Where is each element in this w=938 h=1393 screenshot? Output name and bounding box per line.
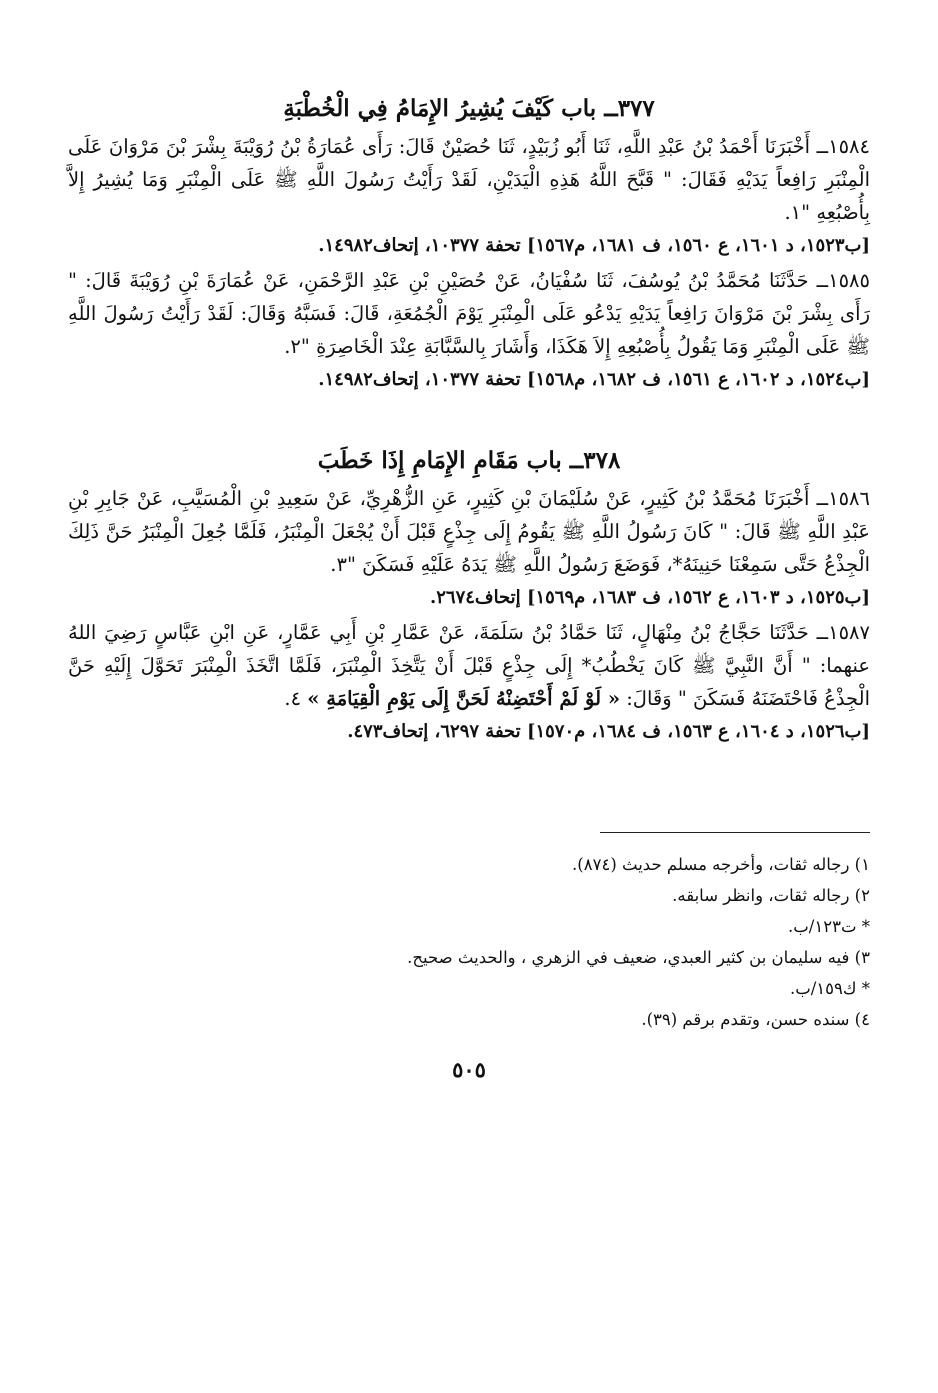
hadith-1587-text: ١٥٨٧ــ حَدَّثَنَا حَجَّاجُ بْنُ مِنْهَالٍ، ثَنَا حَمَّادُ بْنُ سَلَمَةَ، عَنْ عَمَّارِ بْنِ أَبِي عَمَّارٍ، عَنِ ابْنِ عَبَّاسٍ رَضِيَ اللهُ عنهما: " أَنَّ النَّبِيَّ ﷺ كَانَ يَخْطُبُ* إِلَى جِذْعٍ قَبْلَ أَنْ يَتَّخِذَ الْمِنْبَرَ، فَلَمَّا اتَّخَذَ الْمِنْبَرَ تَحَوَّلَ إِلَيْهِ حَنَّ الْجِذْعُ فَاحْتَضَنَهُ فَسَكَنَ " وَقَالَ: <box>68 621 870 710</box>
footnote-2: ٢) رجاله ثقات، وانظر سابقه. <box>672 886 870 905</box>
footnote-3: ٣) فيه سليمان بن كثير العبدي، ضعيف في الزهري ، والحديث صحيح. <box>407 948 870 967</box>
footnote-divider <box>600 832 870 833</box>
hadith-1586-reference: [ب١٥٢٥، د ١٦٠٣، ع ١٥٦٢، ف ١٦٨٣، م١٥٦٩] إتحاف٢٦٧٤. <box>429 587 870 608</box>
hadith-1585-text: ١٥٨٥ــ حَدَّثَنَا مُحَمَّدُ بْنُ يُوسُفَ، ثَنَا سُفْيَانُ، عَنْ حُصَيْنِ بْنِ عَبْدِ الرَّحْمَنِ، عَنْ عُمَارَةَ بْنِ رُوَيْبَةَ قَالَ: " رَأَى بِشْرَ بْنَ مَرْوَانَ رَافِعاً يَدَيْهِ يَدْعُو عَلَى الْمِنْبَرِ يَوْمَ الْجُمُعَةِ، قَالَ: فَسَبَّهُ وَقَالَ: لَقَدْ رَأَيْتُ رَسُولَ اللَّهِ ﷺ عَلَى الْمِنْبَرِ وَمَا يَقُولُ بِأُصْبُعِهِ إِلاَ هَكَذَا، وَأَشَارَ بِالسَّبَّابَةِ عِنْدَ الْخَاصِرَةِ "٢. <box>68 269 870 358</box>
hadith-1584-text: ١٥٨٤ــ أَخْبَرَنَا أَحْمَدُ بْنُ عَبْدِ اللَّهِ، ثَنَا أَبُو زُبَيْدٍ، ثَنَا حُصَيْنٌ قَالَ: رَأَى عُمَارَةُ بْنُ رُوَيْبَةَ بِشْرَ بْنَ مَرْوَانَ عَلَى الْمِنْبَرِ رَافِعاً يَدَيْهِ فَقَالَ: " قَبَّحَ اللَّهُ هَذِهِ الْيَدَيْنِ، لَقَدْ رَأَيْتُ رَسُولَ اللَّهِ ﷺ عَلَى الْمِنْبَرِ وَمَا يُشِيرُ إِلاَّ بِأُصْبُعِهِ "١. <box>68 135 870 224</box>
hadith-1586-text: ١٥٨٦ــ أَخْبَرَنَا مُحَمَّدُ بْنُ كَثِيرٍ، عَنْ سُلَيْمَانَ بْنِ كَثِيرٍ، عَنِ الزُّهْرِيِّ، عَنْ سَعِيدِ بْنِ الْمُسَيَّبِ، عَنْ جَابِرِ بْنِ عَبْدِ اللَّهِ ﷺ قَالَ: " كَانَ رَسُولُ اللَّهِ ﷺ يَقُومُ إِلَى جِذْعٍ قَبْلَ أَنْ يُجْعَلَ الْمِنْبَرُ، فَلَمَّا جُعِلَ الْمِنْبَرُ حَنَّ ذَلِكَ الْجِذْعُ حَتَّى سَمِعْنَا حَنِينَهُ*، فَوَضَعَ رَسُولُ اللَّهِ ﷺ يَدَهُ عَلَيْهِ فَسَكَنَ "٣. <box>68 487 870 576</box>
footnote-manuscript-note-1: * ت١٢٣/ب. <box>788 917 870 936</box>
footnote-manuscript-note-2: * ك١٥٩/ب. <box>789 979 870 998</box>
footnote-1: ١) رجاله ثقات، وأخرجه مسلم حديث (٨٧٤). <box>572 855 870 874</box>
footnote-4: ٤) سنده حسن، وتقدم برقم (٣٩). <box>641 1010 870 1029</box>
chapter-377-title: ٣٧٧ــ باب كَيْفَ يُشِيرُ الإِمَامُ فِي الْخُطْبَةِ <box>283 95 655 122</box>
hadith-1585-reference: [ب١٥٢٤، د ١٦٠٢، ع ١٥٦١، ف ١٦٨٢، م١٥٦٨] تحفة ١٠٣٧٧، إتحاف١٤٩٨٢. <box>318 369 870 390</box>
hadith-1587-paragraph <box>68 616 870 715</box>
hadith-1587-reference: [ب١٥٢٦، د ١٦٠٤، ع ١٥٦٣، ف ١٦٨٤، م١٥٧٠] تحفة ٦٢٩٧، إتحاف٤٧٣. <box>347 721 870 742</box>
chapter-378-title: ٣٧٨ــ باب مَقَامِ الإِمَامِ إِذَا خَطَبَ <box>317 447 621 474</box>
hadith-1587-quote: « لَوْ لَمْ أَحْتَضِنْهُ لَحَنَّ إِلَى يَوْمِ الْقِيَامَةِ » <box>307 687 621 710</box>
footnotes <box>68 849 870 1035</box>
page-number: ٥٠٥ <box>452 1057 486 1082</box>
section-spacer <box>68 398 870 444</box>
footnote-spacer <box>68 750 870 832</box>
hadith-1587-note-marker: ٤. <box>284 687 302 710</box>
hadith-1584-reference: [ب١٥٢٣، د ١٦٠١، ع ١٥٦٠، ف ١٦٨١، م١٥٦٧] تحفة ١٠٣٧٧، إتحاف١٤٩٨٢. <box>318 235 870 256</box>
